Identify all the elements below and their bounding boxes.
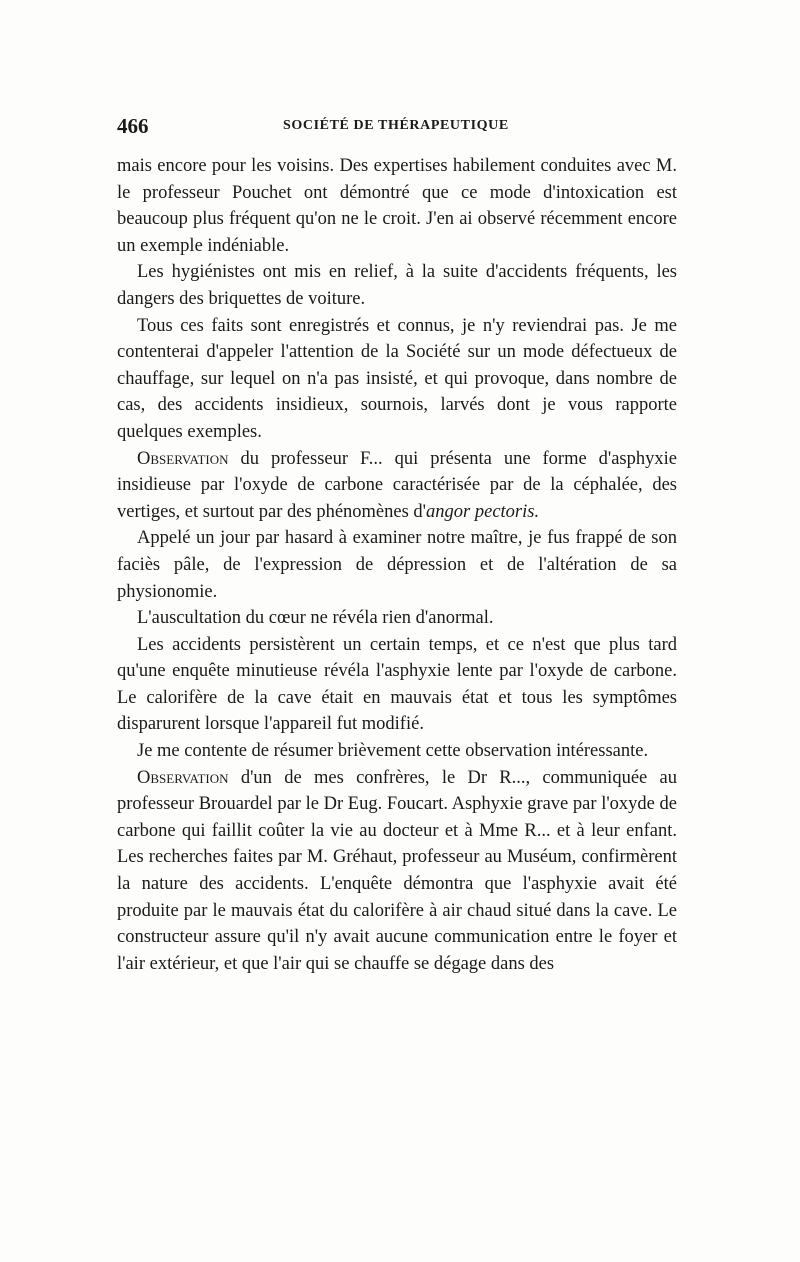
observation-paragraph (117, 446, 677, 526)
italic-term: angor pectoris. (426, 501, 540, 522)
running-head: SOCIÉTÉ DE THÉRAPEUTIQUE (283, 118, 509, 133)
page-body (117, 153, 677, 977)
page-header (117, 114, 677, 144)
paragraph: Les hygiénistes ont mis en relief, à la suite d'accidents fréquents, les dangers des briquettes de voiture. (117, 262, 677, 309)
paragraph: Les accidents persistèrent un certain temps, et ce n'est que plus tard qu'une enquête minutieuse révéla l'asphyxie lente par l'oxyde de carbone. Le calorifère de la cave était en mauvais état et tous les symptômes disparurent lorsque l'appareil fut modifié. (117, 634, 677, 735)
paragraph: mais encore pour les voisins. Des expertises habilement conduites avec M. le professeur Pouchet ont démontré que ce mode d'intoxication est beaucoup plus fréquent qu'on ne le croit. J'en ai observé récemment encore un exemple indéniable. (117, 156, 677, 256)
paragraph: Tous ces faits sont enregistrés et connus, je n'y reviendrai pas. Je me contenterai d'appeler l'attention de la Société sur un mode défectueux de chauffage, sur lequel on n'a pas insisté, et qui provoque, dans nombre de cas, des accidents insidieux, sournois, larvés dont je vous rapporte quelques exemples. (117, 315, 677, 442)
paragraph: Je me contente de résumer brièvement cette observation intéressante. (137, 741, 649, 762)
paragraph: L'auscultation du cœur ne révéla rien d'anormal. (137, 608, 494, 629)
observation-label: Observation (137, 448, 229, 469)
page-number: 466 (117, 114, 149, 138)
observation-paragraph (117, 765, 677, 978)
observation-text: d'un de mes confrères, le Dr R..., communiquée au professeur Brouardel par le Dr Eug. Foucart. Asphyxie grave par l'oxyde de carbone qui faillit coûter la vie au docteur et à Mme R... et à leur enfant. Les recherches faites par M. Gréhaut, professeur au Muséum, confirmèrent la nature des accidents. L'enquête démontra que l'asphyxie avait été produite par le mauvais état du calorifère à air chaud situé dans la cave. Le constructeur assure qu'il n'y avait aucune communication entre le foyer et l'air extérieur, et que l'air qui se chauffe se dégage dans des (117, 767, 677, 974)
observation-text: du professeur F... qui présenta une forme d'asphyxie insidieuse par l'oxyde de carbone caractérisée par de la céphalée, des vertiges, et surtout par des phénomènes d' (117, 448, 677, 522)
paragraph: Appelé un jour par hasard à examiner notre maître, je fus frappé de son faciès pâle, de l'expression de dépression et de l'altération de sa physionomie. (117, 528, 677, 602)
observation-label: Observation (137, 767, 229, 788)
